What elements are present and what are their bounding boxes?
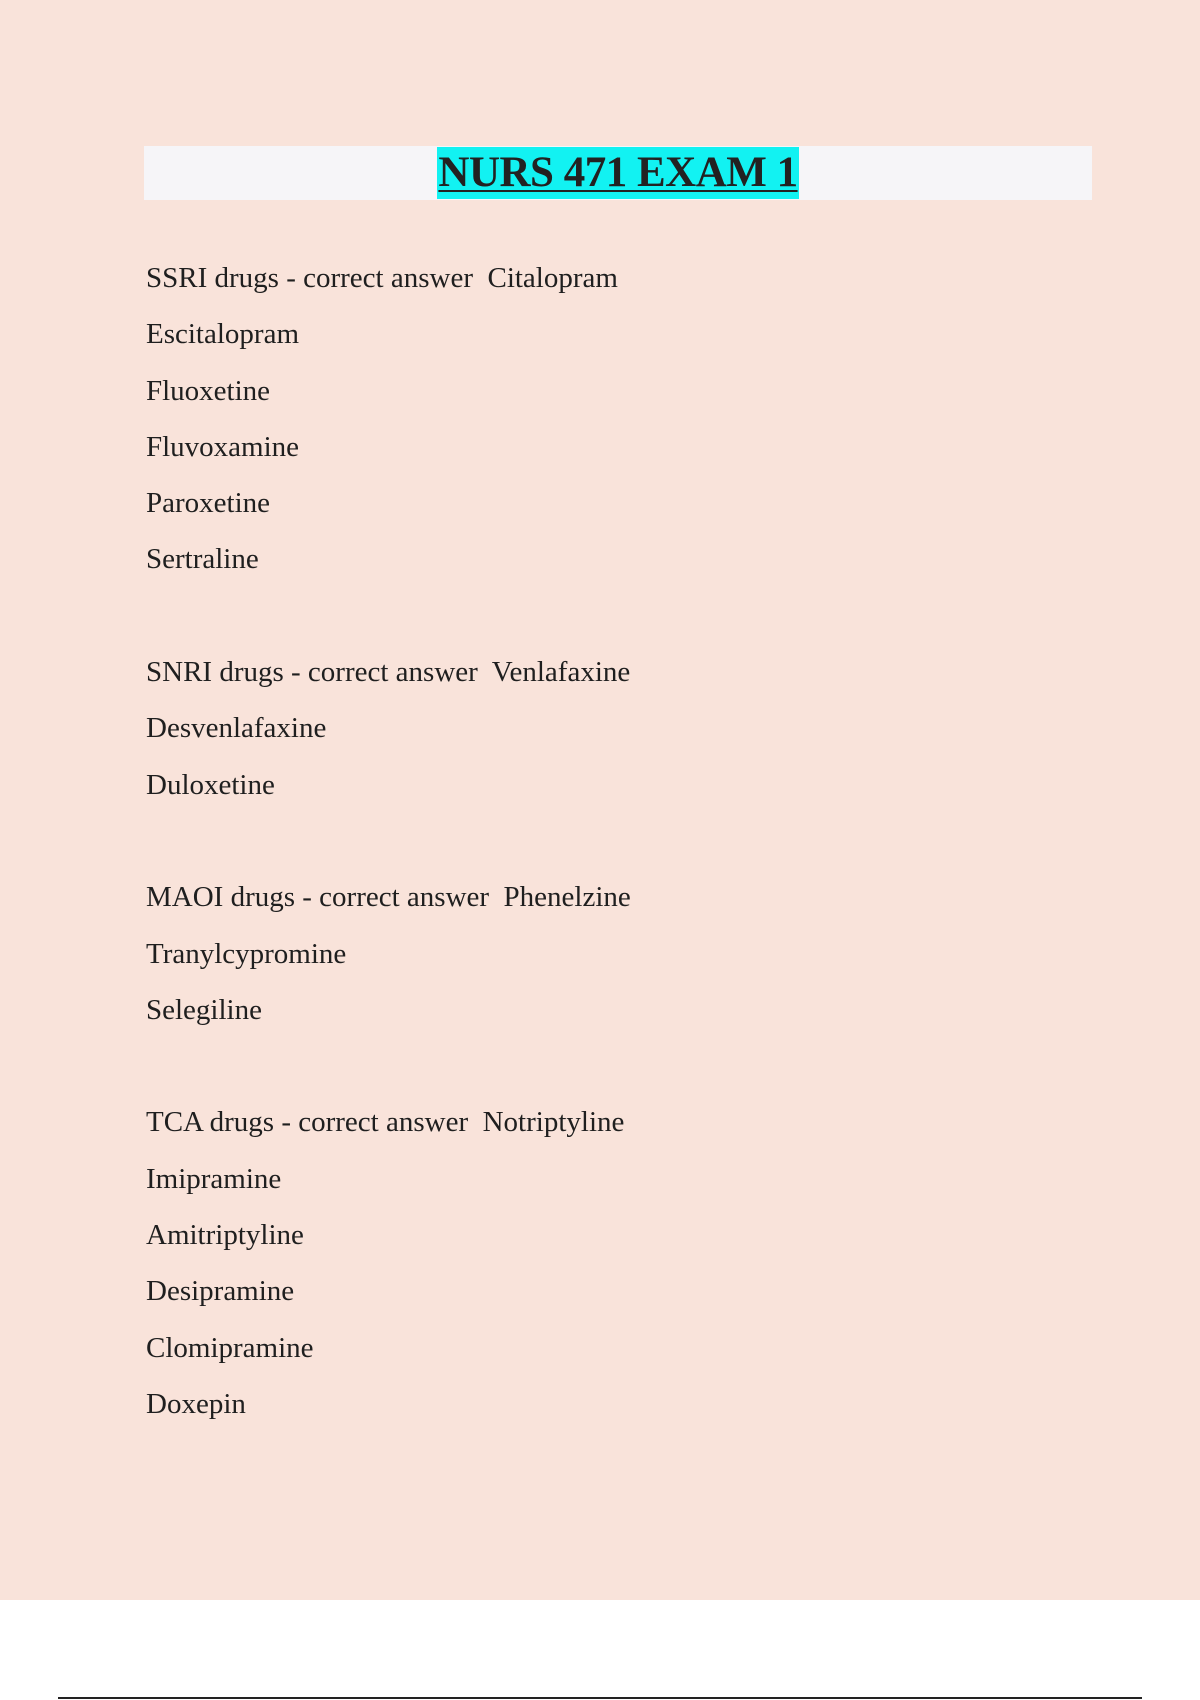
section-spacer xyxy=(146,588,1046,644)
answer-item: Tranylcypromine xyxy=(146,937,347,970)
section-ssri xyxy=(146,250,1046,588)
answer-item: Selegiline xyxy=(146,993,262,1026)
title-bar xyxy=(144,146,1092,200)
answer-item: Doxepin xyxy=(146,1387,246,1420)
answer-item: Clomipramine xyxy=(146,1331,314,1364)
section-tca xyxy=(146,1094,1046,1432)
answer-item: Escitalopram xyxy=(146,318,300,351)
answer-item: Sertraline xyxy=(146,543,259,576)
section-spacer xyxy=(146,813,1046,869)
section-snri xyxy=(146,644,1046,813)
answer-item: Desipramine xyxy=(146,1275,295,1308)
question-line: MAOI drugs - correct answer Phenelzine xyxy=(146,881,631,914)
question-line: SSRI drugs - correct answer Citalopram xyxy=(146,262,618,294)
answer-item: Desvenlafaxine xyxy=(146,712,327,745)
question-line: TCA drugs - correct answer Notriptyline xyxy=(146,1106,625,1139)
answer-item: Fluoxetine xyxy=(146,374,271,407)
question-line: SNRI drugs - correct answer Venlafaxine xyxy=(146,656,631,689)
answer-item: Fluvoxamine xyxy=(146,430,300,463)
answer-item: Amitriptyline xyxy=(146,1219,304,1252)
section-maoi xyxy=(146,869,1046,1038)
answer-item: Imipramine xyxy=(146,1162,282,1195)
answer-item: Duloxetine xyxy=(146,768,275,801)
document-content xyxy=(146,250,1046,1432)
document-title: NURS 471 EXAM 1 xyxy=(437,147,798,199)
section-spacer xyxy=(146,1038,1046,1094)
footer-divider xyxy=(58,1697,1142,1699)
answer-item: Paroxetine xyxy=(146,487,271,520)
